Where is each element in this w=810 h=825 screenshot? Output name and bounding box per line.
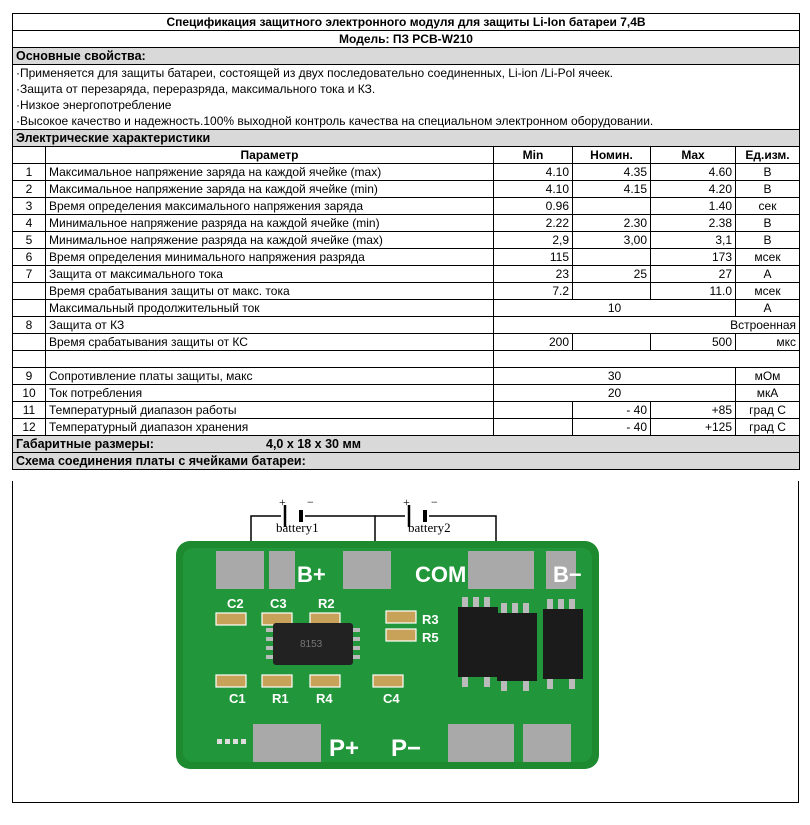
dimensions-value: 4,0 х 18 х 30 мм: [266, 437, 361, 451]
silk-c4: C4: [383, 691, 400, 706]
row-unit: град С: [736, 419, 800, 436]
row-nom: 2.30: [573, 215, 651, 232]
basic-item: ·Низкое энергопотребление: [13, 97, 800, 113]
row-unit: град С: [736, 402, 800, 419]
battery2-plus-sign: +: [403, 495, 410, 509]
battery2-label: battery2: [408, 520, 451, 535]
silk-r4: R4: [316, 691, 333, 706]
row-min: 4.10: [494, 164, 573, 181]
row-min: 0.96: [494, 198, 573, 215]
row-param: Ток потребления: [46, 385, 494, 402]
table-row: [13, 249, 800, 266]
pcb-diagram: [13, 481, 798, 801]
column-header-param: Параметр: [46, 147, 494, 164]
ic-marking: 8153: [300, 639, 323, 650]
row-unit: мсек: [736, 283, 800, 300]
row-param: Температурный диапазон хранения: [46, 419, 494, 436]
basic-item: ·Применяется для защиты батареи, состоящей из двух последовательно соединенных, Li-ion /Li-Pol ячеек.: [13, 65, 800, 82]
column-header-min: Min: [494, 147, 573, 164]
resistor-r1: [262, 675, 292, 687]
row-number: 7: [13, 266, 46, 283]
table-row: [13, 300, 800, 317]
column-header-unit: Ед.изм.: [736, 147, 800, 164]
battery2-minus-sign: −: [431, 495, 438, 509]
pad-pminus-right: [523, 724, 571, 762]
row-unit: мкА: [736, 385, 800, 402]
basic-properties-heading: Основные свойства:: [13, 48, 800, 65]
row-unit: мкс: [736, 334, 800, 351]
row-value: 30: [494, 368, 736, 385]
row-min: 2.22: [494, 215, 573, 232]
row-unit: В: [736, 215, 800, 232]
row-unit: А: [736, 266, 800, 283]
mosfet-3: [543, 609, 583, 679]
row-number: 8: [13, 317, 46, 334]
row-max: 4.20: [651, 181, 736, 198]
silk-c3: C3: [270, 596, 287, 611]
row-max: 3,1: [651, 232, 736, 249]
capacitor-c1: [216, 675, 246, 687]
mosfet-1: [458, 607, 498, 677]
row-param: Защита от максимального тока: [46, 266, 494, 283]
row-unit: А: [736, 300, 800, 317]
row-min: 4.10: [494, 181, 573, 198]
capacitor-c2: [216, 613, 246, 625]
row-min: - 40: [573, 402, 651, 419]
table-row: [13, 232, 800, 249]
row-min: 200: [494, 334, 573, 351]
table-row: [13, 164, 800, 181]
row-param: Максимальный продолжительный ток: [46, 300, 494, 317]
row-max: 173: [651, 249, 736, 266]
pad-pminus: [448, 724, 514, 762]
row-number: 1: [13, 164, 46, 181]
row-number: 10: [13, 385, 46, 402]
connection-diagram: [12, 481, 799, 803]
basic-item: ·Защита от перезаряда, переразряда, максимального тока и КЗ.: [13, 81, 800, 97]
row-param: Защита от КЗ: [46, 317, 494, 334]
mosfet-2: [497, 613, 537, 681]
row-param: Время срабатывания защиты от КС: [46, 334, 494, 351]
table-row: [13, 368, 800, 385]
table-row-empty: [13, 351, 800, 368]
row-number: 12: [13, 419, 46, 436]
row-unit: мсек: [736, 249, 800, 266]
pad-com: [343, 551, 391, 589]
row-param: Минимальное напряжение разряда на каждой ячейке (min): [46, 215, 494, 232]
row-unit: В: [736, 232, 800, 249]
table-row: [13, 419, 800, 436]
row-nom: [573, 283, 651, 300]
row-number: [13, 283, 46, 300]
row-unit: В: [736, 164, 800, 181]
model-name: Модель: ПЗ PCB-W210: [13, 31, 800, 48]
dimensions-row: [13, 436, 800, 453]
row-number: 11: [13, 402, 46, 419]
silk-r3: R3: [422, 612, 439, 627]
column-header-nom: Номин.: [573, 147, 651, 164]
table-row: [13, 198, 800, 215]
row-nom: 25: [573, 266, 651, 283]
row-param: Максимальное напряжение заряда на каждой ячейке (max): [46, 164, 494, 181]
row-nom: 4.15: [573, 181, 651, 198]
basic-item: ·Высокое качество и надежность.100% выходной контроль качества на специальном электронном оборудовании.: [13, 113, 800, 130]
pad-bminus: [468, 551, 534, 589]
row-param: Время срабатывания защиты от макс. тока: [46, 283, 494, 300]
capacitor-c4: [373, 675, 403, 687]
row-min: - 40: [573, 419, 651, 436]
silk-c1: C1: [229, 691, 246, 706]
row-nom: 3,00: [573, 232, 651, 249]
table-row: [13, 181, 800, 198]
table-row: [13, 317, 800, 334]
row-min: 7.2: [494, 283, 573, 300]
pad-label-pplus: P+: [329, 735, 360, 762]
table-row: [13, 215, 800, 232]
silk-r1: R1: [272, 691, 289, 706]
row-min: 2,9: [494, 232, 573, 249]
row-max: 4.60: [651, 164, 736, 181]
row-number: 6: [13, 249, 46, 266]
row-max: 1.40: [651, 198, 736, 215]
document-title: Спецификация защитного электронного модуля для защиты Li-Ion батареи 7,4В: [13, 14, 800, 31]
row-unit: сек: [736, 198, 800, 215]
row-value: 20: [494, 385, 736, 402]
row-param: Минимальное напряжение разряда на каждой ячейке (max): [46, 232, 494, 249]
row-nom: 4.35: [573, 164, 651, 181]
battery1-minus-sign: −: [307, 495, 314, 509]
silk-r5: R5: [422, 630, 439, 645]
battery1-plus-sign: +: [279, 495, 286, 509]
table-row: [13, 334, 800, 351]
pad-label-bplus: B+: [297, 562, 326, 587]
row-number: 3: [13, 198, 46, 215]
row-unit: В: [736, 181, 800, 198]
row-max: +125: [651, 419, 736, 436]
row-param: Время определения минимального напряжения разряда: [46, 249, 494, 266]
row-min: 115: [494, 249, 573, 266]
spec-table: [12, 13, 800, 470]
row-value: 10: [494, 300, 736, 317]
row-value: Встроенная: [494, 317, 800, 334]
row-number: 2: [13, 181, 46, 198]
pad-label-bminus: B−: [553, 562, 582, 587]
pad-bplus-left: [216, 551, 264, 589]
row-nom: [573, 198, 651, 215]
silk-c2: C2: [227, 596, 244, 611]
pad-bplus: [269, 551, 295, 589]
row-param: Максимальное напряжение заряда на каждой ячейке (min): [46, 181, 494, 198]
row-max: 11.0: [651, 283, 736, 300]
row-max: 2.38: [651, 215, 736, 232]
column-header-max: Max: [651, 147, 736, 164]
battery1-label: battery1: [276, 520, 319, 535]
pad-label-pminus: P−: [391, 735, 422, 762]
row-nom: [573, 249, 651, 266]
resistor-r3: [386, 611, 416, 623]
table-row: [13, 402, 800, 419]
scheme-heading: Схема соединения платы с ячейками батареи:: [13, 453, 800, 470]
row-number: 9: [13, 368, 46, 385]
silk-r2: R2: [318, 596, 335, 611]
row-max: +85: [651, 402, 736, 419]
row-unit: мОм: [736, 368, 800, 385]
row-max: 27: [651, 266, 736, 283]
row-param: Сопротивление платы защиты, макс: [46, 368, 494, 385]
row-max: 500: [651, 334, 736, 351]
table-row: [13, 385, 800, 402]
pad-label-com: COM: [415, 562, 467, 587]
row-param: Температурный диапазон работы: [46, 402, 494, 419]
row-min: 23: [494, 266, 573, 283]
pad-pplus: [253, 724, 321, 762]
table-row: [13, 266, 800, 283]
protection-ic: [266, 623, 360, 665]
row-number: 5: [13, 232, 46, 249]
electrical-heading: Электрические характеристики: [13, 130, 800, 147]
resistor-r5: [386, 629, 416, 641]
row-number: 4: [13, 215, 46, 232]
resistor-r4: [310, 675, 340, 687]
table-row: [13, 283, 800, 300]
dimensions-label: Габаритные размеры:: [16, 437, 154, 451]
table-header-row: [13, 147, 800, 164]
row-param: Время определения максимального напряжения заряда: [46, 198, 494, 215]
